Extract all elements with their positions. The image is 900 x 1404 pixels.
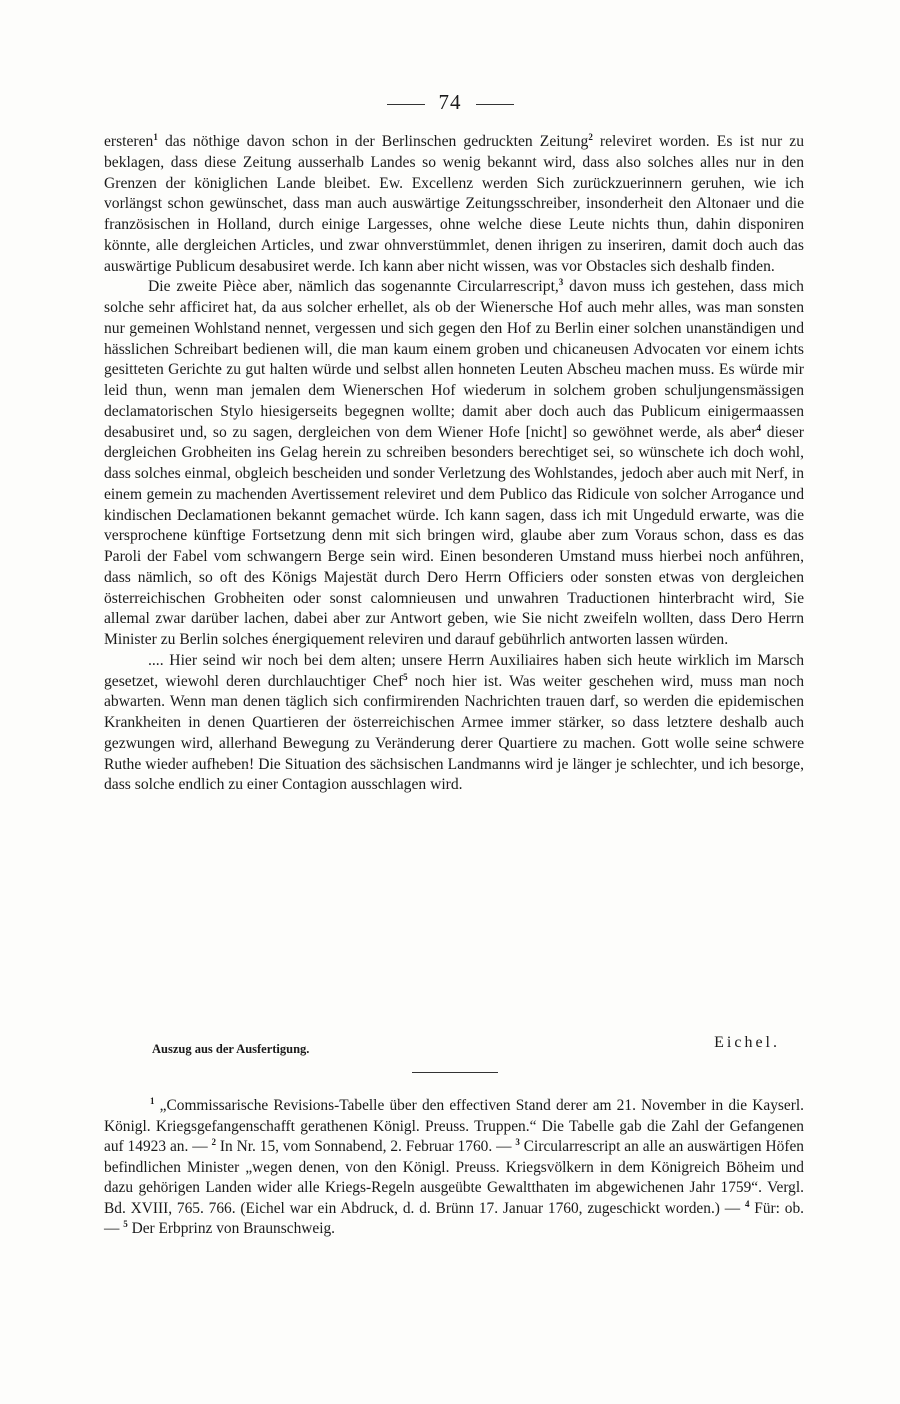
footnote-marker-2: 2 — [211, 1136, 217, 1147]
paragraph-3-text-b: noch hier ist. Was weiter geschehen wird, muss man noch abwarten. Wenn man denen täglich sich confirmirenden Nachrichten trauen darf, so werden die epidemischen Krankheiten in denen Quartieren der österreichischen Armee immer stärker, so dass letztere deshalb auch gezwungen wird, allerhand Bewegung zu Veränderung derer Quartiere zu machen. Gott wolle seine schwere Ruthe wieder aufheben! Die Situation des sächsischen Landmanns wird je länger je schlechter, und ich besorge, dass solche endlich zu einer Contagion ausschlagen wird. — [104, 672, 804, 794]
footnote-marker-5: 5 — [123, 1218, 128, 1229]
footnote-2-text: In Nr. 15, vom Sonnabend, 2. Februar 1760. — — [216, 1138, 516, 1155]
paragraph-1-text-c: releviret worden. Es ist nur zu beklagen, dass diese Zeitung ausserhalb Landes so wenig bekannt wird, dass also solches alles nur in den Grenzen der königlichen Lande bleibet. Ew. Excellenz werden Sich zurückzuerinnern geruhen, wie ich vorlängst schon gewünschet, dass man auch auswärtige Zeitungsschreiber, insonderheit den Altonaer und die französischen in Holland, durch einige Largesses, ohne welche diese Leute nichts thun, dahin disponiren könnte, alle dergleichen Articles, und zwar ohnverstümmlet, denen ihrigen zu inseriren, damit doch auch das auswärtige Publicum desabusiret werde. Ich kann aber nicht wissen, was vor Obstacles sich deshalb finden. — [104, 133, 804, 275]
source-note: Auszug aus der Ausfertigung. — [152, 1042, 310, 1056]
closing-row — [104, 1034, 804, 1060]
paragraph-1-text-a: ersteren — [104, 133, 154, 150]
signature: Eichel. — [714, 1034, 780, 1051]
footnote-3-text: Circularrescript an alle an auswärtigen Höfen befindlichen Minister „wegen denen, von den Königl. Preuss. Kriegsvölkern in dem Königreich Böheim und dazu gehörigen Landen wider alle Kriegs-Regeln ausgeübte Gewaltthaten im abgewichenen Jahr 1759“. Vergl. Bd. XVIII, 765. 766. (Eichel war ein Abdruck, d. d. Brünn 17. Januar 1760, zugeschickt worden.) — — [104, 1138, 804, 1217]
footnote-marker-1: 1 — [150, 1095, 155, 1106]
paragraph-1-text-b: das nöthige davon schon in der Berlinschen gedruckten Zeitung — [157, 133, 589, 150]
paragraph-2-text-b: davon muss ich gestehen, dass mich solche sehr afficiret hat, da aus solcher erhellet, als ob der Wienersche Hof auch mehr alles, was man sonsten nur gemeinen Wohlstand nennet, vergessen und sich gegen den Hof zu Berlin einer solchen unanständigen und hässlichen Schreibart bedienen will, die man kaum einem groben und chicaneusen Advocaten vor einem ichts gesitteten Gerichte zu gut halten würde und selbst allen honneten Leuten Abscheu machen muss. Es würde mir leid thun, wenn man jemalen dem Wienerschen Hof wiederum in solchem groben schuljungensmässigen declamatorischen Stylo hiesigerseits begegnen wollte; damit aber doch auch das Publicum einigermaassen desabusiret und, so zu sagen, dergleichen von dem Wiener Hofe [nicht] so gewöhnet werde, als aber — [104, 278, 804, 441]
page-number-left-dash — [387, 104, 425, 105]
page-number-right-dash — [476, 104, 514, 105]
paragraph-2 — [104, 277, 804, 651]
letter-body — [104, 132, 804, 796]
footnotes — [104, 1096, 804, 1240]
footnote-ref-5: 5 — [403, 671, 408, 682]
footnote-marker-3: 3 — [515, 1136, 520, 1147]
paragraph-1 — [104, 132, 804, 277]
footnote-marker-4: 4 — [744, 1198, 750, 1209]
page-number — [0, 90, 900, 115]
footnote-ref-1: 1 — [153, 131, 158, 142]
paragraph-3-text-a: .... Hier seind wir noch bei dem alten; unsere Herrn Auxiliaires haben sich heute wirklich im Marsch gesetzet, wiewohl deren durchlauchtiger Chef — [104, 651, 804, 690]
paragraph-2-text-a: Die zweite Pièce aber, nämlich das sogenannte Circularrescript, — [148, 278, 559, 296]
footnotes-paragraph — [104, 1096, 804, 1240]
paragraph-2-text-c: dieser dergleichen Grobheiten ins Gelag herein zu schreiben besonders berechtiget sei, so wünschete ich doch wohl, dass solches einmal, obgleich bescheiden und sonder Verletzung des Wohlstandes, jedoch aber auch mit Nerf, in einem gemein zu machenden Avertissement releviret und dem Publico das Ridicule von solcher Arrogance und kindischen Declamationen bekannt gemachet würde. Ich kann sagen, dass ich mit Ungeduld erwarte, was die versprochene künftige Fortsetzung denn mit sich bringen wird, glaube aber zum Voraus schon, dass es das Paroli der Fabel vom schwangern Berge sein wird. Einen besonderen Umstand muss hierbei noch anführen, dass nämlich, so oft des Königs Majestät durch Dero Herrn Officiers oder sonsten etwas von dergleichen österreichischen Grobheiten oder sonst calomnieusen und unwahren Traductionen hinterbracht wird, Sie allemal zwar darüber lachen, dabei aber zur Antwort geben, wie Sie nicht zweifeln wollten, dass Dero Herrn Minister zu Berlin solches énergiquement releviren und darauf gebührlich antworten lassen würden. — [104, 423, 805, 648]
footnote-divider — [412, 1072, 498, 1073]
page-number-text: 74 — [438, 90, 462, 114]
footnote-ref-2: 2 — [588, 131, 593, 142]
footnote-1-text: „Commissarische Revisions-Tabelle über den effectiven Stand derer am 21. November in die Kayserl. Königl. Kriegsgefangenschafft gerathenen Königl. Preuss. Truppen.“ Die Tabelle gab die Zahl der Gefangenen auf 14923 an. — — [104, 1097, 804, 1155]
footnote-5-text: Der Erbprinz von Braunschweig. — [127, 1220, 336, 1237]
footnote-ref-3: 3 — [558, 277, 564, 288]
footnote-ref-4: 4 — [756, 422, 762, 433]
footnote-4-text: Für: ob. — — [104, 1199, 804, 1237]
paragraph-3 — [104, 651, 804, 796]
